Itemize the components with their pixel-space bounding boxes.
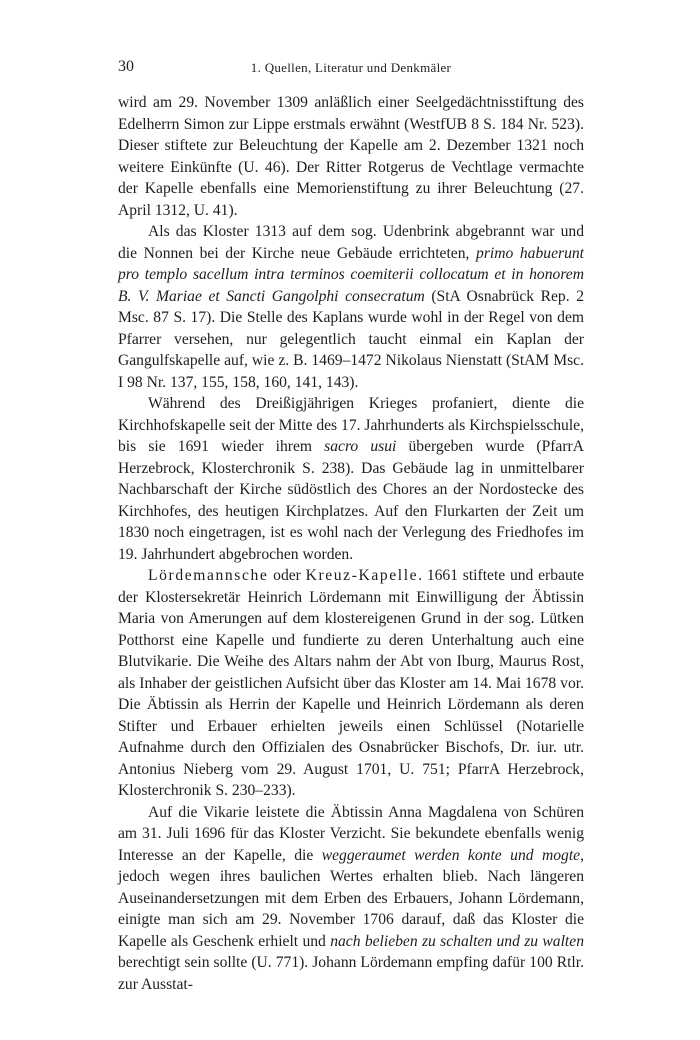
text-run: primo habuerunt pro templo sacellum intra terminos coemiterii collocatum et in honorem B. V. Mariae et Sancti Gangolphi consecratum bbox=[118, 244, 584, 305]
text-run: wird am 29. November 1309 anläßlich einer Seelgedächtnisstiftung des Edelherrn Simon zur Lippe erstmals erwähnt (WestfUB 8 S. 184 Nr. 523). Dieser stiftete zur Beleuchtung der Kapelle am 2. Dezember 1321 noch weitere Einkünfte (U. 46). Der Ritter Rotgerus de Vechtlage vermachte der Kapelle ebenfalls eine Memorienstiftung zu ihrer Beleuchtung (27. April 1312, U. 41). bbox=[118, 94, 584, 219]
text-run: weggeraumet werden konte und mogte bbox=[321, 846, 581, 864]
paragraph-1 bbox=[118, 92, 584, 221]
text-run: oder bbox=[268, 567, 306, 584]
paragraph-4 bbox=[118, 565, 584, 802]
paragraph-5 bbox=[118, 802, 584, 996]
text-run: . 1661 stiftete und erbaute der Klostersekretär Heinrich Lördemann mit Einwilligung der Äbtissin Maria von Amerungen auf dem klostereigenen Grund in der sog. Lütken Potthorst eine Kapelle und fundierte zu deren Unterhaltung auch eine Blutvikarie. Die Weihe des Altars nahm der Abt von Iburg, Maurus Rost, als Inhaber der geistlichen Aufsicht über das Kloster am 14. Mai 1678 vor. Die Äbtissin als Herrin der Kapelle und Heinrich Lördemann als deren Stifter und Erbauer erhielten jeweils einen Schlüssel (Notarielle Aufnahme durch den Offizialen des Osnabrücker Bischofs, Dr. iur. utr. Antonius Nieberg vom 29. August 1701, U. 751; PfarrA Herzebrock, Klosterchronik S. 230–233). bbox=[118, 567, 584, 799]
text-run: berechtigt sein sollte (U. 771). Johann Lördemann empfing dafür 100 Rtlr. zur Ausstat- bbox=[118, 954, 584, 993]
running-header bbox=[118, 58, 584, 80]
text-run: , jedoch wegen ihres baulichen Wertes erhalten blieb. Nach längeren Auseinandersetzungen mit dem Erben des Erbauers, Johann Lördemann, einigte man sich am 29. November 1706 darauf, daß das Kloster die Kapelle als Geschenk erhielt und bbox=[118, 846, 584, 950]
text-run: Auf die Vikarie leistete die Äbtissin Anna Magdalena von Schüren am 31. Juli 1696 für das Kloster Verzicht. Sie bekundete ebenfalls wenig Interesse an der Kapelle, die bbox=[118, 803, 584, 864]
paragraph-3 bbox=[118, 393, 584, 565]
text-run: Kreuz-Kapelle bbox=[305, 567, 419, 584]
text-run: nach belieben zu schalten und zu walten bbox=[330, 932, 584, 950]
text-run: übergeben wurde (PfarrA Herzebrock, Klosterchronik S. 238). Das Gebäude lag in unmittelbarer Nachbarschaft der Kirche südöstlich des Chores an der Nordostecke des Kirchhofes, des heutigen Kirchplatzes. Auf den Flurkarten der Zeit um 1830 noch eingetragen, ist es wohl nach der Verlegung des Friedhofes im 19. Jahrhundert abgebrochen worden. bbox=[118, 438, 585, 563]
chapter-title: 1. Quellen, Literatur und Denkmäler bbox=[250, 60, 452, 75]
body-text bbox=[118, 92, 584, 995]
text-run: Während des Dreißigjährigen Krieges profaniert, diente die Kirchhofskapelle seit der Mitte des 17. Jahrhunderts als Kirchspielsschule, bis sie 1691 wieder ihrem bbox=[118, 395, 584, 455]
page-number: 30 bbox=[118, 58, 134, 75]
text-run: sacro usui bbox=[324, 438, 397, 455]
paragraph-2 bbox=[118, 221, 584, 393]
text-run: Als das Kloster 1313 auf dem sog. Udenbrink abgebrannt war und die Nonnen bei der Kirche neue Gebäude errichteten, bbox=[118, 223, 584, 262]
text-run: Lördemannsche bbox=[148, 567, 269, 584]
text-run: (StA Osnabrück Rep. 2 Msc. 87 S. 17). Die Stelle des Kaplans wurde wohl in der Regel von dem Pfarrer versehen, nur gelegentlich taucht einmal ein Kaplan der Gangulfskapelle auf, wie z. B. 1469–1472 Nikolaus Nienstatt (StAM Msc. I 98 Nr. 137, 155, 158, 160, 141, 143). bbox=[118, 287, 584, 391]
